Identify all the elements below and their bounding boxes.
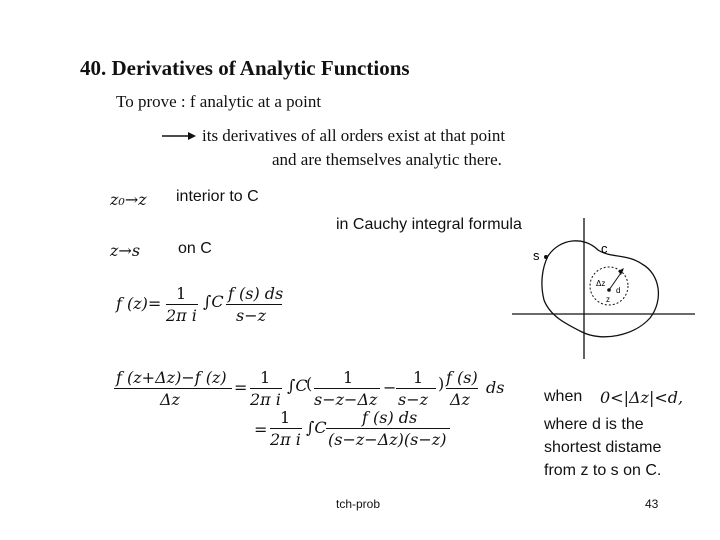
formula3-bar	[326, 428, 450, 429]
point-s	[544, 255, 548, 259]
contour-diagram	[510, 216, 700, 362]
formula2-t2-num: 1	[413, 368, 424, 387]
side-note-line-3: shortest distame	[544, 439, 662, 456]
formula1-num: f (s) ds	[228, 284, 284, 303]
intro-line: To prove : f analytic at a point	[116, 92, 322, 111]
label-dz: Δz	[596, 279, 606, 288]
page-number: 43	[645, 497, 659, 511]
conclusion-line-2: and are themselves analytic there.	[272, 150, 502, 169]
formula2-t3-den: Δz	[450, 390, 470, 409]
formula2-t1-den: s−z−Δz	[314, 390, 378, 409]
slide-title: 40. Derivatives of Analytic Functions	[80, 56, 410, 80]
formula2-lhs-bar	[114, 388, 232, 389]
formula1-bar	[226, 304, 282, 305]
formula1-coef-num: 1	[176, 284, 187, 303]
formula2-coef-num: 1	[260, 368, 271, 387]
label-z: z	[606, 295, 610, 304]
label-s: s	[533, 248, 540, 263]
formula3-num: f (s) ds	[362, 408, 418, 427]
formula2-t2-den: s−z	[398, 390, 429, 409]
formula3-den: (s−z−Δz)(s−z)	[328, 430, 447, 449]
formula2-minus: −	[383, 378, 397, 397]
footer-source: tch-prob	[336, 497, 381, 511]
formula3-coef-den: 2π i	[270, 430, 301, 449]
formula1-coef-den: 2π i	[166, 306, 197, 325]
formula3-coef-num: 1	[280, 408, 291, 427]
point-z	[607, 288, 611, 292]
formula1-lhs: f (z)=	[116, 294, 162, 313]
formula1-den: s−z	[236, 306, 267, 325]
side-note-line-4: from z to s on C.	[544, 462, 662, 479]
formula2-t3-num: f (s)	[446, 368, 478, 387]
side-note-line-2: where d is the	[544, 416, 644, 433]
formula2-paren-open: (	[306, 374, 313, 393]
condition-1-text: interior to C	[176, 188, 259, 205]
conclusion-line-1: its derivatives of all orders exist at that point	[202, 126, 506, 145]
formula3-eq: =	[254, 420, 268, 439]
formula2-lhs-num: f (z+Δz)−f (z)	[116, 368, 227, 387]
formula2-lhs-den: Δz	[160, 390, 180, 409]
formula2-integral: ∫C	[287, 376, 308, 395]
formula2-coef-bar	[250, 388, 282, 389]
implies-arrow-icon	[160, 130, 198, 142]
formula2-ds: ds	[486, 378, 505, 397]
formula2-t1-bar	[314, 388, 380, 389]
formula2-t2-bar	[396, 388, 436, 389]
side-note-inequality: 0<|Δz|<d,	[600, 388, 684, 407]
formula1-coef-bar	[166, 304, 198, 305]
condition-1-limit: z₀→z	[110, 190, 147, 209]
formula1-integral: ∫C	[203, 292, 224, 311]
label-d: d	[616, 286, 621, 295]
label-c: c	[601, 241, 608, 256]
formula2-coef-den: 2π i	[250, 390, 281, 409]
side-note-when: when	[544, 388, 583, 405]
formula2-paren-close: )	[438, 374, 445, 393]
cauchy-note: in Cauchy integral formula	[336, 216, 522, 233]
formula3-integral: ∫C	[306, 418, 327, 437]
condition-2-text: on C	[178, 240, 212, 257]
formula2-t3-bar	[446, 388, 478, 389]
condition-2-limit: z→s	[110, 241, 141, 260]
formula2-eq: =	[234, 378, 248, 397]
formula3-coef-bar	[270, 428, 302, 429]
formula2-t1-num: 1	[343, 368, 354, 387]
